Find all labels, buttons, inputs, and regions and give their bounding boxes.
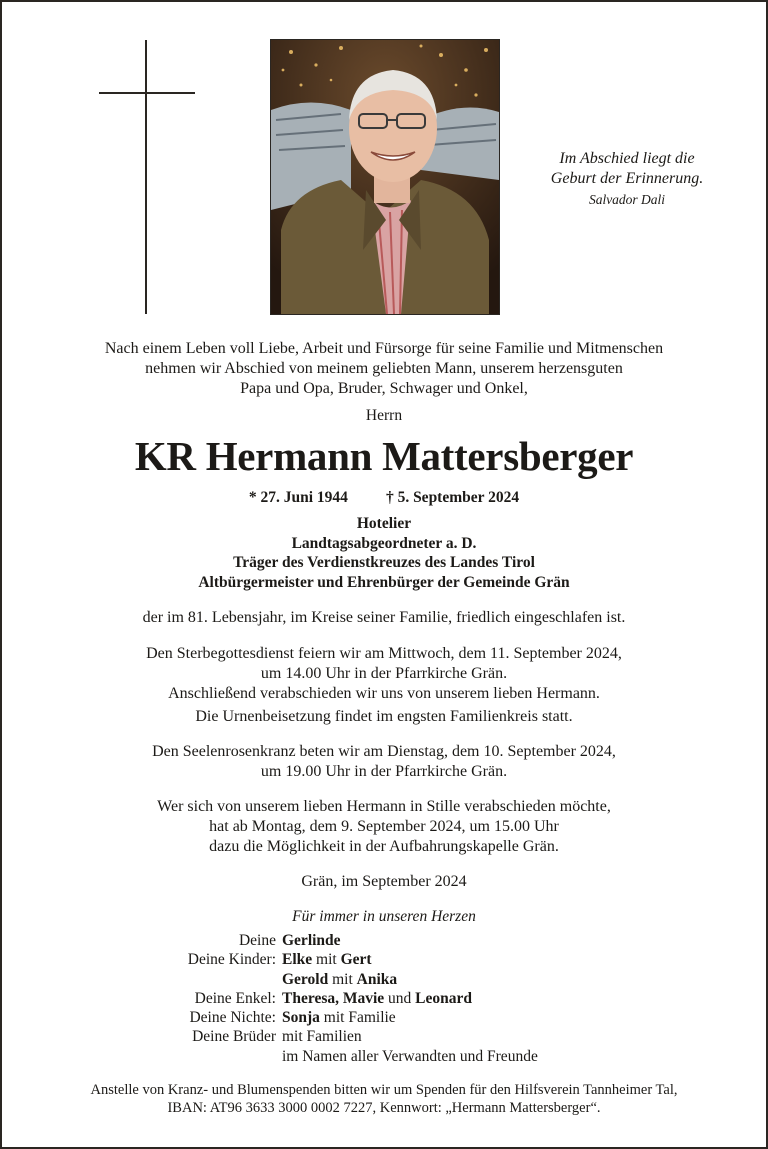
mourner-name: Gert [340, 951, 372, 969]
funeral-service-info [2, 644, 766, 704]
mourner-connector: mit Familie [319, 1009, 396, 1027]
mourner-names [282, 1047, 538, 1066]
mourner-name: Sonja [282, 1009, 320, 1027]
mourner-names [282, 950, 372, 969]
mourner-name: Anika [356, 970, 398, 988]
honorary-titles [2, 514, 766, 592]
text-line: der im 81. Lebensjahr, im Kreise seiner Familie, friedlich eingeschlafen ist. [142, 609, 626, 626]
viewing-info [2, 797, 766, 857]
intro-line: Nach einem Leben voll Liebe, Arbeit und Fürsorge für seine Familie und Mitmenschen [104, 340, 664, 357]
mourner-relation: Deine Nichte: [189, 1009, 276, 1027]
death-date: † 5. September 2024 [385, 489, 520, 506]
text-line: Die Urnenbeisetzung findet im engsten Familienkreis statt. [195, 708, 573, 725]
title-line: Landtagsabgeordneter a. D. [291, 534, 477, 552]
mourner-name: Leonard [415, 989, 473, 1007]
mourner-relation: Deine [238, 932, 276, 949]
mourner-row [2, 1027, 766, 1046]
life-dates [2, 489, 766, 507]
mourner-row [2, 1008, 766, 1027]
deceased-name: KR Hermann Mattersberger [134, 433, 634, 479]
mourner-connector: und [384, 989, 416, 1007]
mourner-connector: mit [328, 970, 357, 988]
intro-text [2, 339, 766, 399]
portrait-photo [270, 39, 500, 315]
place-date: Grän, im September 2024 [301, 873, 467, 890]
title-line: Hotelier [356, 515, 412, 532]
donation-note [2, 1081, 766, 1117]
portrait-illustration [271, 40, 499, 314]
title-line: Träger des Verdienstkreuzes des Landes Tirol [233, 554, 535, 571]
footer-line: Anstelle von Kranz- und Blumenspenden bitten wir um Spenden für den Hilfsverein Tannheimer Tal, [90, 1082, 678, 1098]
motto: Für immer in unseren Herzen [292, 908, 476, 925]
mourner-relation: Deine Kinder: [187, 951, 276, 969]
text-line: Wer sich von unserem lieben Hermann in Stille verabschieden möchte, [157, 798, 611, 815]
quote-author: Salvador Dali [588, 192, 666, 207]
cross-icon-bar [99, 92, 195, 94]
mourner-row [2, 989, 766, 1008]
mourner-row [2, 970, 766, 989]
footer-line: IBAN: AT96 3633 3000 0002 7227, Kennwort: „Hermann Mattersberger“. [167, 1100, 601, 1116]
mourner-connector: mit [312, 951, 341, 969]
quote-line-1: Im Abschied liegt die [559, 150, 695, 167]
quote-block [522, 149, 732, 210]
text-line: Den Seelenrosenkranz beten wir am Dienstag, dem 10. September 2024, [152, 743, 616, 760]
mourner-row [2, 950, 766, 969]
quote-line-2: Geburt der Erinnerung. [550, 170, 704, 187]
mourner-name: Gerold [282, 970, 329, 988]
mourner-names [282, 1027, 362, 1046]
cross-icon [145, 40, 147, 314]
birth-date: * 27. Juni 1944 [248, 489, 348, 506]
intro-line: nehmen wir Abschied von meinem geliebten Mann, unserem herzensguten [145, 360, 623, 377]
text-line: hat ab Montag, dem 9. September 2024, um 15.00 Uhr [209, 818, 559, 835]
text-line: Den Sterbegottesdienst feiern wir am Mittwoch, dem 11. September 2024, [146, 645, 622, 662]
mourner-names [282, 970, 397, 989]
salutation: Herrn [365, 407, 403, 424]
mourner-names [282, 1008, 396, 1027]
intro-line: Papa und Opa, Bruder, Schwager und Onkel, [240, 380, 528, 397]
mourner-relation: Deine Enkel: [194, 989, 276, 1007]
mourner-name: Theresa, Mavie [282, 989, 385, 1007]
text-line: dazu die Möglichkeit in der Aufbahrungskapelle Grän. [209, 838, 559, 855]
mourner-names [282, 989, 472, 1008]
mourner-row [2, 1047, 766, 1066]
text-line: um 19.00 Uhr in der Pfarrkirche Grän. [260, 763, 508, 780]
mourner-connector: im Namen aller Verwandten und Freunde [282, 1047, 538, 1065]
mourner-relation: Deine Brüder [192, 1028, 276, 1046]
mourner-name: Gerlinde [282, 932, 341, 949]
text-line: Anschließend verabschieden wir uns von unserem lieben Hermann. [168, 685, 600, 702]
title-line: Altbürgermeister und Ehrenbürger der Gemeinde Grän [198, 573, 570, 591]
mourner-row [2, 931, 766, 950]
passing-statement [2, 608, 766, 628]
rosary-info [2, 742, 766, 782]
mourners-list [2, 931, 766, 1066]
mourner-connector: mit Familien [282, 1028, 362, 1046]
text-line: um 14.00 Uhr in der Pfarrkirche Grän. [260, 665, 508, 682]
mourner-name: Elke [282, 951, 313, 969]
burial-info [2, 707, 766, 727]
mourner-names [282, 931, 341, 950]
